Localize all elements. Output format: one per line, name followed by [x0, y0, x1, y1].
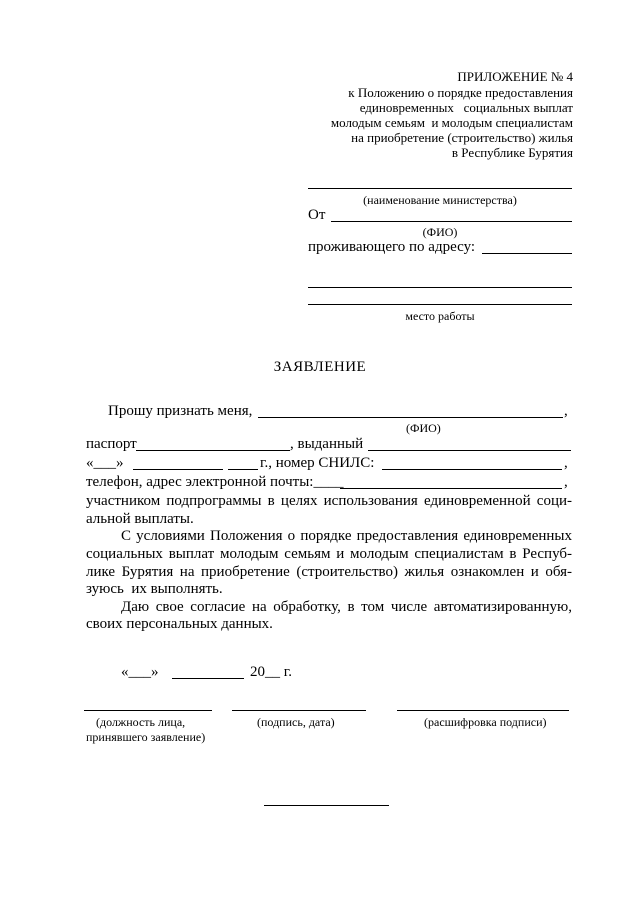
- decoding-line[interactable]: [397, 710, 569, 711]
- date-year: 20__ г.: [250, 664, 292, 680]
- issue-month-line[interactable]: [133, 469, 223, 470]
- appendix-number: ПРИЛОЖЕНИЕ № 4: [457, 69, 573, 84]
- fio-hint: (ФИО): [422, 225, 458, 239]
- ministry-line[interactable]: [308, 188, 572, 189]
- conditions-text: зуюсь их выполнять.: [86, 581, 223, 597]
- passport-label: паспорт: [86, 436, 137, 452]
- position-hint: (должность лица,: [96, 715, 186, 729]
- consent-text: своих персональных данных.: [86, 616, 273, 632]
- phone-email-label: телефон, адрес электронной почты:____: [86, 474, 344, 490]
- position-hint: принявшего заявление): [86, 730, 206, 744]
- address-label: проживающего по адресу:: [308, 239, 476, 255]
- snils-line[interactable]: [382, 469, 562, 470]
- request-text: Прошу признать меня,: [108, 403, 253, 419]
- address-line-2[interactable]: [308, 287, 572, 288]
- conditions-text: С условиями Положения о порядке предоставления единовременных: [121, 528, 572, 544]
- signature-hint: (подпись, дата): [257, 715, 335, 729]
- appendix-line: молодым семьям и молодым специалистам: [330, 115, 573, 130]
- document-title: ЗАЯВЛЕНИЕ: [273, 359, 367, 375]
- position-line[interactable]: [84, 710, 212, 711]
- from-fio-line[interactable]: [331, 221, 572, 222]
- decoding-hint: (расшифровка подписи): [424, 715, 547, 729]
- date-day: «___»: [121, 664, 159, 680]
- from-label: От: [308, 207, 326, 223]
- body-text: участником подпрограммы в целях использования единовременной соци-: [86, 493, 572, 509]
- registration-line[interactable]: [264, 805, 389, 806]
- issue-year-line[interactable]: [228, 469, 258, 470]
- signature-line[interactable]: [232, 710, 366, 711]
- comma: ,: [564, 403, 568, 419]
- date-month-line[interactable]: [172, 678, 244, 679]
- conditions-text: социальных выплат молодым семьям и молодым специалистам в Респуб-: [86, 546, 572, 562]
- snils-label: г., номер СНИЛС:: [260, 455, 375, 471]
- appendix-line: к Положению о порядке предоставления: [348, 85, 573, 100]
- body-text: альной выплаты.: [86, 511, 194, 527]
- consent-text: Даю свое согласие на обработку, в том числе автоматизированную,: [121, 599, 572, 615]
- appendix-line: на приобретение (строительство) жилья: [351, 130, 573, 145]
- address-line-1[interactable]: [482, 253, 572, 254]
- comma: ,: [564, 455, 568, 471]
- fio-hint: (ФИО): [406, 421, 441, 435]
- ministry-hint: (наименование министерства): [363, 193, 517, 207]
- issued-label: , выданный: [290, 436, 364, 452]
- appendix-line: единовременных социальных выплат: [359, 100, 573, 115]
- issue-date-day: «___»: [86, 455, 124, 471]
- workplace-hint: место работы: [405, 309, 475, 323]
- appendix-line: в Республике Бурятия: [451, 145, 573, 160]
- applicant-fio-line[interactable]: [258, 417, 563, 418]
- workplace-line[interactable]: [308, 304, 572, 305]
- passport-number-line[interactable]: [136, 450, 290, 451]
- comma: ,: [564, 474, 568, 490]
- issued-by-line[interactable]: [368, 450, 571, 451]
- phone-email-line[interactable]: [340, 488, 562, 489]
- conditions-text: лике Бурятия на приобретение (строительство) жилья ознакомлен и обя-: [86, 564, 572, 580]
